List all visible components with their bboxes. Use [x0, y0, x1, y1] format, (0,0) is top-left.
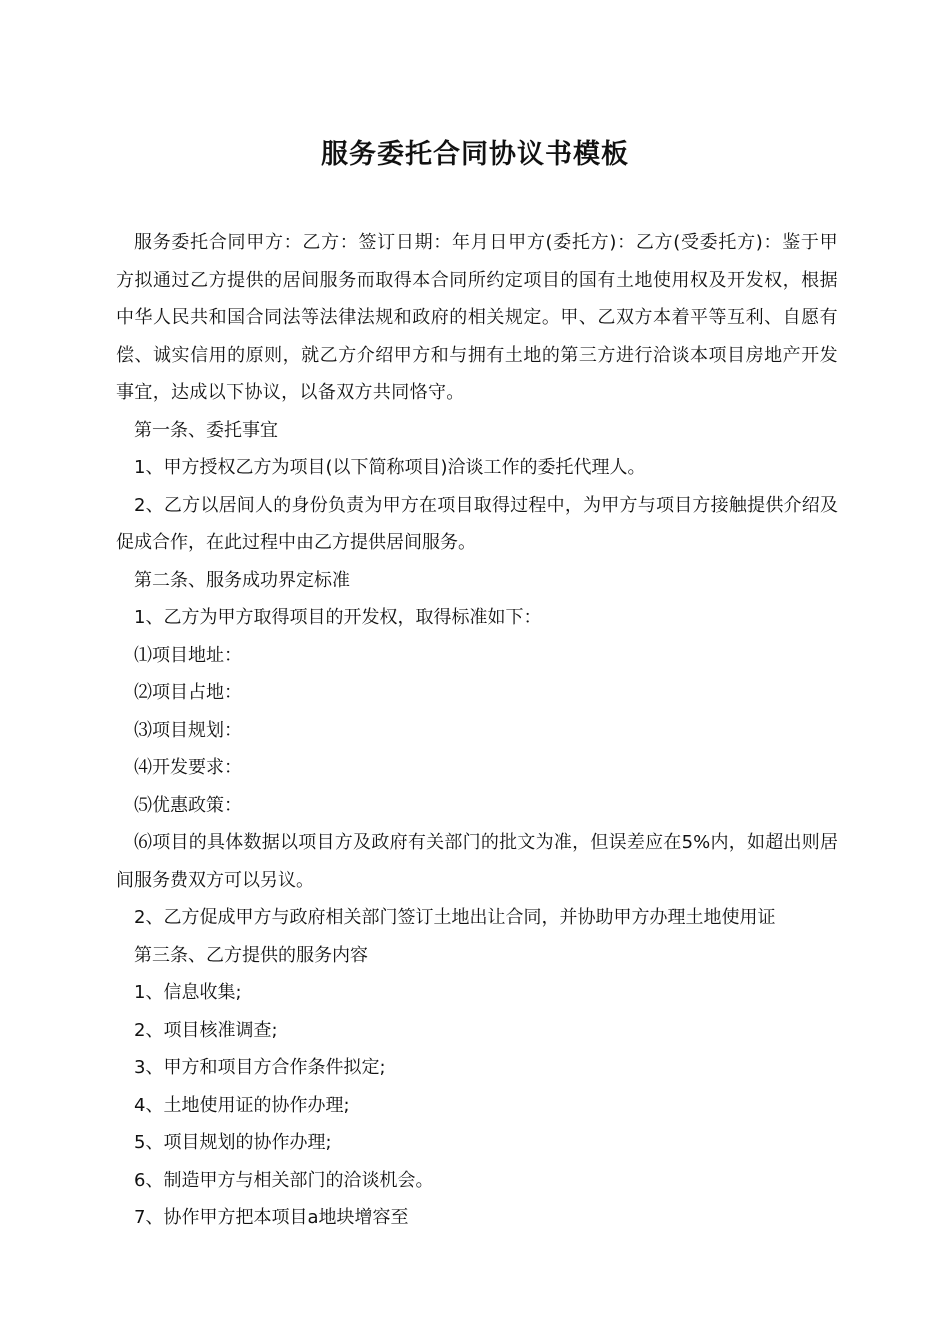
- article-3-item-4: 4、土地使用证的协作办理;: [134, 1094, 350, 1116]
- article-2-item-1: 1、乙方为甲方取得项目的开发权，取得标准如下：: [134, 607, 542, 628]
- article-1-item-2: 2、乙方以居间人的身份负责为甲方在项目取得过程中，为甲方与项目方接触提供介绍及促成合作，在此过程中由乙方提供居间服务。: [116, 494, 838, 553]
- article-3-item-2: 2、项目核准调查;: [134, 1019, 278, 1041]
- article-1-heading: 第一条、委托事宜: [134, 419, 278, 441]
- document-title: 服务委托合同协议书模板: [321, 139, 629, 170]
- document-body: [116, 224, 838, 1237]
- article-2-subitem-6: ⑹项目的具体数据以项目方及政府有关部门的批文为准，但误差应在5%内，如超出则居间服务费双方可以另议。: [116, 832, 838, 891]
- article-3-item-1: 1、信息收集;: [134, 982, 242, 1003]
- article-2-subitem-1: ⑴项目地址：: [134, 644, 242, 666]
- article-2-subitem-2: ⑵项目占地：: [134, 682, 242, 703]
- article-1-item-1: 1、甲方授权乙方为项目(以下简称项目)洽谈工作的委托代理人。: [134, 457, 646, 478]
- article-2-subitem-3: ⑶项目规划：: [134, 719, 242, 741]
- article-3-heading: 第三条、乙方提供的服务内容: [134, 944, 368, 966]
- article-3-item-7: 7、协作甲方把本项目a地块增容至: [134, 1207, 409, 1228]
- article-3-item-6: 6、制造甲方与相关部门的洽谈机会。: [134, 1169, 434, 1191]
- intro-paragraph: 服务委托合同甲方：乙方：签订日期：年月日甲方(委托方)：乙方(受委托方)：鉴于甲方拟通过乙方提供的居间服务而取得本合同所约定项目的国有土地使用权及开发权，根据中华人民共和国合同法等法律法规和政府的相关规定。甲、乙双方本着平等互利、自愿有偿、诚实信用的原则，就乙方介绍甲方和与拥有土地的第三方进行洽谈本项目房地产开发事宜，达成以下协议，以备双方共同恪守。: [116, 232, 838, 403]
- article-3-item-3: 3、甲方和项目方合作条件拟定;: [134, 1057, 386, 1078]
- article-2-item-2: 2、乙方促成甲方与政府相关部门签订土地出让合同，并协助甲方办理土地使用证: [134, 907, 776, 928]
- article-2-heading: 第二条、服务成功界定标准: [134, 569, 350, 591]
- article-2-subitem-5: ⑸优惠政策：: [134, 794, 242, 816]
- article-2-subitem-4: ⑷开发要求：: [134, 757, 242, 778]
- article-3-item-5: 5、项目规划的协作办理;: [134, 1132, 332, 1153]
